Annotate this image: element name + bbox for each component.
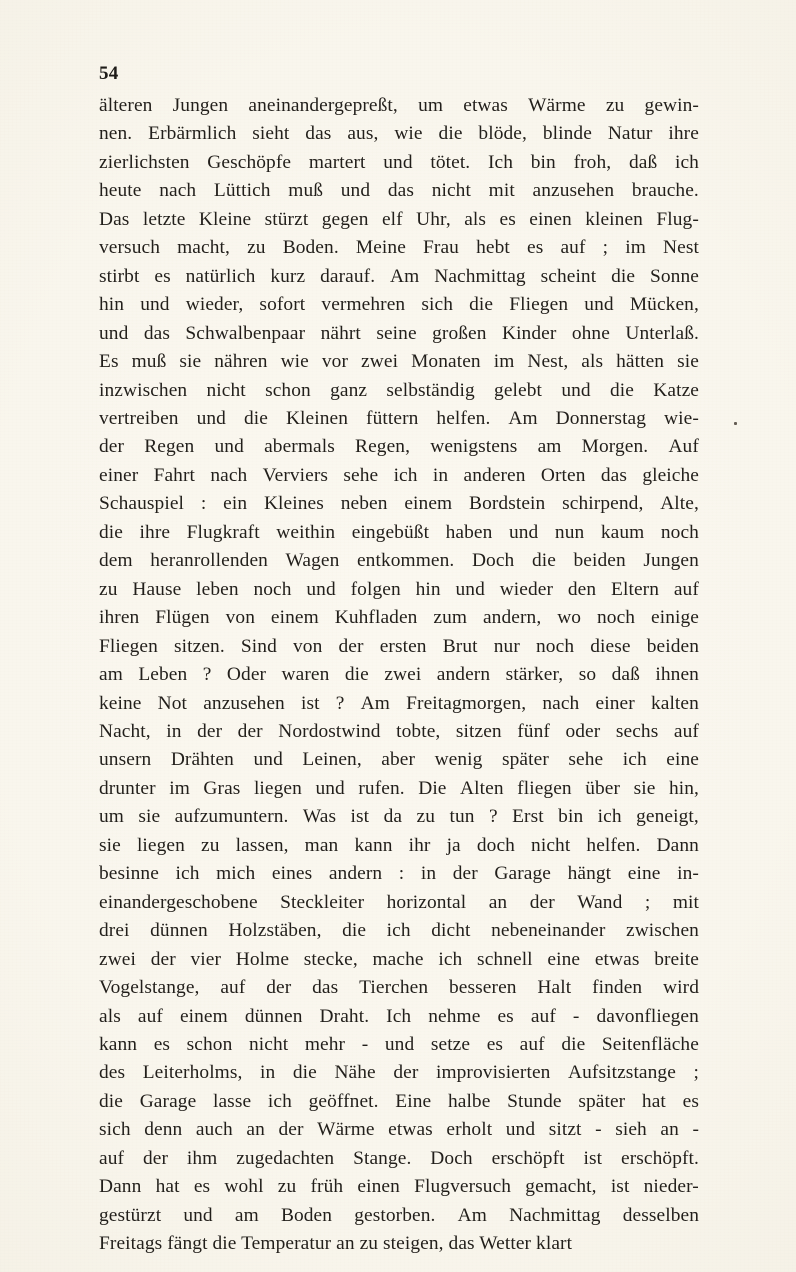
body-line: keine Not anzusehen ist ? Am Freitagmorgen, nach einer kalten <box>99 692 699 714</box>
body-line: zwei der vier Holme stecke, mache ich schnell eine etwas breite <box>99 948 699 970</box>
body-line: zierlichsten Geschöpfe martert und tötet. Ich bin froh, daß ich <box>99 151 699 173</box>
body-line: Freitags fängt die Temperatur an zu steigen, das Wetter klart <box>99 1233 573 1255</box>
paper-speck-artifact <box>734 422 737 425</box>
body-line: besinne ich mich eines andern : in der Garage hängt eine in- <box>99 863 699 885</box>
body-line: der Regen und abermals Regen, wenigstens am Morgen. Auf <box>99 436 699 458</box>
body-line: nen. Erbärmlich sieht das aus, wie die blöde, blinde Natur ihre <box>99 123 699 145</box>
body-line: sich denn auch an der Wärme etwas erholt und sitzt - sieh an - <box>99 1119 699 1141</box>
body-line: sie liegen zu lassen, man kann ihr ja doch nicht helfen. Dann <box>99 834 699 856</box>
body-line: Vogelstange, auf der das Tierchen besseren Halt finden wird <box>99 977 699 999</box>
body-line: die Garage lasse ich geöffnet. Eine halbe Stunde später hat es <box>99 1090 699 1112</box>
body-line: unsern Drähten und Leinen, aber wenig später sehe ich eine <box>99 749 699 771</box>
body-line: als auf einem dünnen Draht. Ich nehme es auf - davonfliegen <box>99 1005 699 1027</box>
body-line: die ihre Flugkraft weithin eingebüßt haben und nun kaum noch <box>99 521 699 543</box>
body-line: vertreiben und die Kleinen füttern helfen. Am Donnerstag wie- <box>99 407 699 429</box>
body-line: um sie aufzumuntern. Was ist da zu tun ? Erst bin ich geneigt, <box>99 806 699 828</box>
body-line: Es muß sie nähren wie vor zwei Monaten im Nest, als hätten sie <box>99 351 699 373</box>
body-line: einandergeschobene Steckleiter horizontal an der Wand ; mit <box>99 891 699 913</box>
body-line: Das letzte Kleine stürzt gegen elf Uhr, als es einen kleinen Flug- <box>99 208 699 230</box>
body-line: versuch macht, zu Boden. Meine Frau hebt es auf ; im Nest <box>99 237 699 259</box>
page-number: 54 <box>99 63 119 84</box>
body-line: hin und wieder, sofort vermehren sich die Fliegen und Mücken, <box>99 294 699 316</box>
body-line: des Leiterholms, in die Nähe der improvisierten Aufsitzstange ; <box>99 1062 699 1084</box>
body-line: und das Schwalbenpaar nährt seine großen Kinder ohne Unterlaß. <box>99 322 699 344</box>
body-line: zu Hause leben noch und folgen hin und wieder den Eltern auf <box>99 578 699 600</box>
body-line: gestürzt und am Boden gestorben. Am Nachmittag desselben <box>99 1204 699 1226</box>
body-line: einer Fahrt nach Verviers sehe ich in anderen Orten das gleiche <box>99 464 699 486</box>
body-line: drunter im Gras liegen und rufen. Die Alten fliegen über sie hin, <box>99 777 699 799</box>
body-line: ihren Flügen von einem Kuhfladen zum andern, wo noch einige <box>99 607 699 629</box>
body-line: am Leben ? Oder waren die zwei andern stärker, so daß ihnen <box>99 664 699 686</box>
body-line: inzwischen nicht schon ganz selbständig gelebt und die Katze <box>99 379 699 401</box>
body-line: Fliegen sitzen. Sind von der ersten Brut nur noch diese beiden <box>99 635 699 657</box>
body-text-block <box>99 92 699 1259</box>
body-line: Dann hat es wohl zu früh einen Flugversuch gemacht, ist nieder- <box>99 1176 699 1198</box>
body-line: drei dünnen Holzstäben, die ich dicht nebeneinander zwischen <box>99 920 699 942</box>
body-line: Schauspiel : ein Kleines neben einem Bordstein schirpend, Alte, <box>99 493 699 515</box>
body-line: heute nach Lüttich muß und das nicht mit anzusehen brauche. <box>99 180 699 202</box>
body-line: stirbt es natürlich kurz darauf. Am Nachmittag scheint die Sonne <box>99 265 699 287</box>
body-line: kann es schon nicht mehr - und setze es auf die Seitenfläche <box>99 1033 699 1055</box>
body-line: auf der ihm zugedachten Stange. Doch erschöpft ist erschöpft. <box>99 1147 699 1169</box>
body-line: älteren Jungen aneinandergepreßt, um etwas Wärme zu gewin- <box>99 95 699 116</box>
body-line: Nacht, in der der Nordostwind tobte, sitzen fünf oder sechs auf <box>99 720 699 742</box>
body-line: dem heranrollenden Wagen entkommen. Doch die beiden Jungen <box>99 550 699 572</box>
